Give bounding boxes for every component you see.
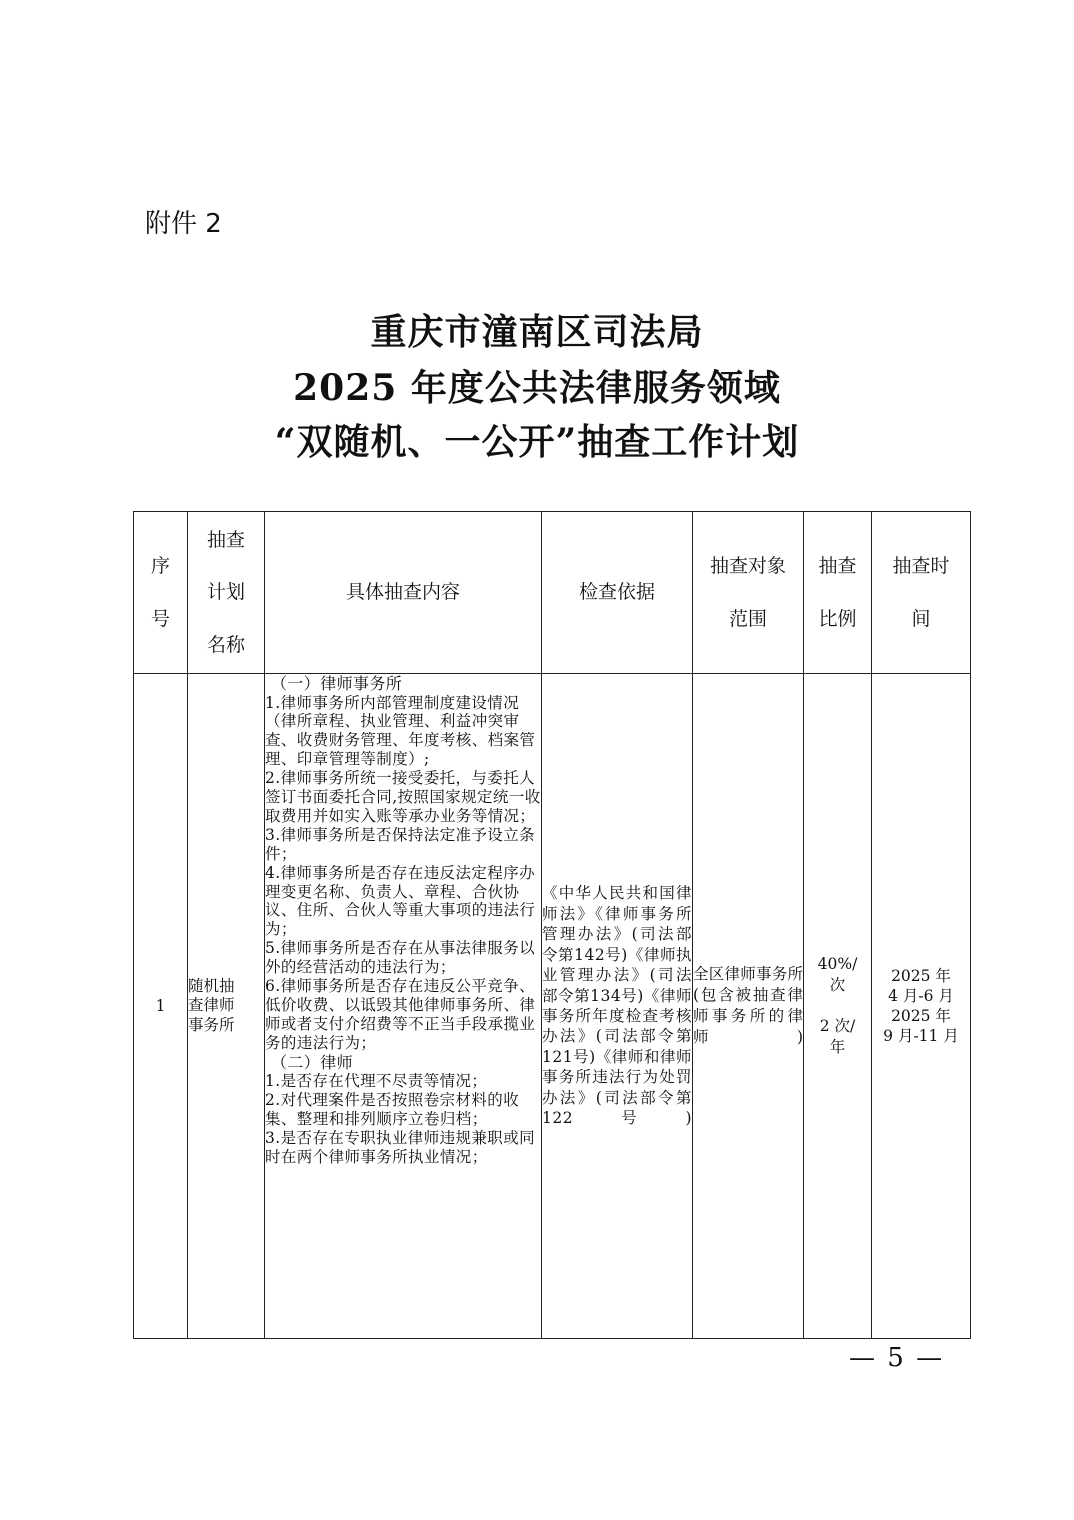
row-plan-name: 随机抽 查律师 事务所 <box>188 674 265 1339</box>
table-header-row <box>134 512 971 674</box>
content-item: 2.对代理案件是否按照卷宗材料的收集、整理和排列顺序立卷归档； <box>265 1091 520 1129</box>
header-inspection-scope: 抽查对象 范围 <box>693 512 804 674</box>
row-inspection-time: 2025 年 4 月-6 月 2025 年 9 月-11 月 <box>872 674 971 1339</box>
content-item: 1.律师事务所内部管理制度建设情况（律所章程、执业管理、利益冲突审查、收费财务管理、年度考核、档案管理、印章管理等制度）; <box>265 693 536 769</box>
header-plan-name: 抽查 计划 名称 <box>188 512 265 674</box>
content-section-heading: （一）律师事务所 <box>271 674 403 693</box>
content-item: 6.律师事务所是否存在违反公平竞争、低价收费、以诋毁其他律师事务所、律师或者支付介绍费等不正当手段承揽业务的违法行为； <box>265 977 536 1052</box>
header-inspection-ratio: 抽查 比例 <box>804 512 872 674</box>
document-title-line-3: “双随机、一公开”抽查工作计划 <box>274 421 800 463</box>
row-serial-number: 1 <box>134 674 188 1339</box>
header-inspection-content: 具体抽查内容 <box>265 512 542 674</box>
row-inspection-scope: 全区律师事务所(包含被抽查律师事务所的律师) <box>693 674 804 1339</box>
content-section-heading: （二）律师 <box>271 1052 354 1072</box>
document-title-line-2: 2025 年度公共法律服务领域 <box>293 367 781 409</box>
table-row <box>134 674 971 1339</box>
row-inspection-content <box>265 674 542 1339</box>
header-serial-number: 序 号 <box>134 512 188 674</box>
content-item: 3.律师事务所是否保持法定准予设立条件； <box>265 825 535 863</box>
content-item: 4.律师事务所是否存在违反法定程序办理变更名称、负责人、章程、合伙协议、住所、合伙人等重大事项的违法行为； <box>265 863 536 939</box>
attachment-label: 附件 2 <box>145 209 222 239</box>
document-title-line-1: 重庆市潼南区司法局 <box>370 311 704 353</box>
header-inspection-time: 抽查时 间 <box>872 512 971 674</box>
content-item: 5.律师事务所是否存在从事法律服务以外的经营活动的违法行为； <box>265 939 535 977</box>
page-number: — 5 — <box>849 1343 945 1373</box>
content-item: 3.是否存在专职执业律师违规兼职或同时在两个律师事务所执业情况； <box>265 1128 535 1166</box>
header-inspection-basis: 检查依据 <box>542 512 693 674</box>
content-item: 2.律师事务所统一接受委托，与委托人签订书面委托合同,按照国家规定统一收取费用并如实入账等承办业务等情况； <box>265 769 541 825</box>
content-item: 1.是否存在代理不尽责等情况； <box>265 1072 488 1091</box>
row-inspection-basis: 《中华人民共和国律师法》《律师事务所管理办法》(司法部令第142号)《律师执业管理办法》(司法部令第134号)《律师事务所年度检查考核办法》(司法部令第121号)《律师和律师事务所违法行为处罚办法》(司法部令第122号) <box>542 674 693 1339</box>
row-inspection-ratio: 40%/ 次 2 次/ 年 <box>804 674 872 1339</box>
inspection-plan-table <box>133 511 971 1339</box>
